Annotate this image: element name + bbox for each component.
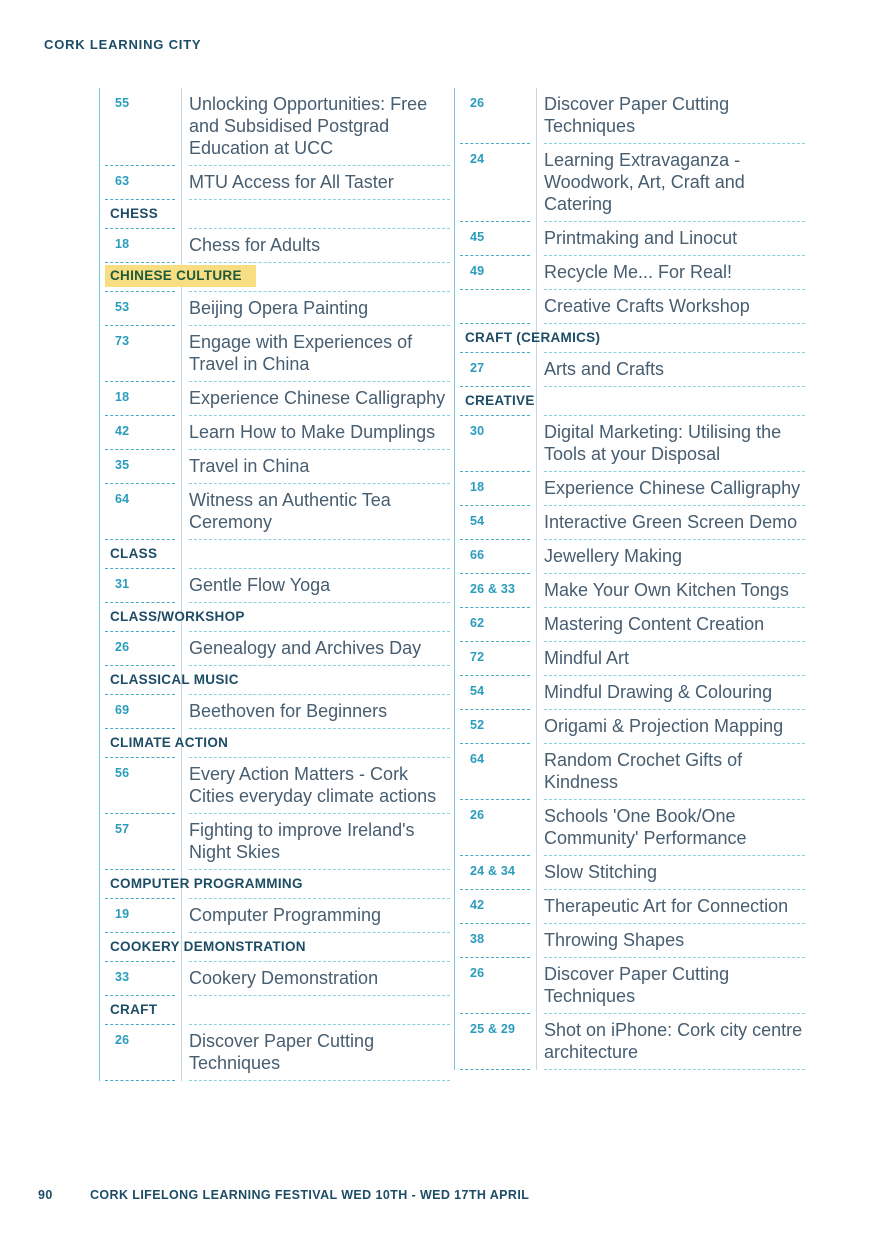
index-item-row: [105, 962, 450, 996]
item-page-number: 55: [105, 88, 175, 166]
item-page-number: 64: [105, 484, 175, 540]
index-item-row: [460, 416, 805, 472]
item-event-title: Travel in China: [189, 450, 450, 484]
category-header-row: [105, 933, 450, 962]
index-item-row: [460, 856, 805, 890]
index-item-row: [460, 574, 805, 608]
index-item-row: [460, 710, 805, 744]
index-item-row: [105, 484, 450, 540]
item-event-title: Discover Paper Cutting Techniques: [189, 1025, 450, 1081]
item-page-number: 57: [105, 814, 175, 870]
category-header-row: [105, 666, 450, 695]
rule-segment: [189, 200, 450, 229]
index-item-row: [105, 695, 450, 729]
item-event-title: Printmaking and Linocut: [544, 222, 805, 256]
item-event-title: Mastering Content Creation: [544, 608, 805, 642]
category-header: COMPUTER PROGRAMMING: [110, 876, 303, 891]
rule-segment: [189, 996, 450, 1025]
category-header-highlighted: CHINESE CULTURE: [105, 265, 256, 287]
index-item-row: [460, 256, 805, 290]
item-event-title: Beijing Opera Painting: [189, 292, 450, 326]
item-event-title: Computer Programming: [189, 899, 450, 933]
item-page-number: 26: [460, 958, 530, 1014]
category-header-row: [105, 870, 450, 899]
index-item-row: [105, 326, 450, 382]
index-item-row: [105, 229, 450, 263]
column-left-rule: [99, 88, 100, 1081]
index-item-row: [460, 506, 805, 540]
index-item-row: [460, 642, 805, 676]
item-event-title: Jewellery Making: [544, 540, 805, 574]
index-item-row: [460, 890, 805, 924]
item-page-number: 18: [105, 229, 175, 263]
item-event-title: Witness an Authentic Tea Ceremony: [189, 484, 450, 540]
category-header: CLASS: [110, 546, 158, 561]
item-event-title: Fighting to improve Ireland's Night Skies: [189, 814, 450, 870]
item-event-title: Shot on iPhone: Cork city centre architecture: [544, 1014, 805, 1070]
index-column-right: [460, 88, 805, 1070]
item-page-number: 42: [105, 416, 175, 450]
category-header-row: [105, 729, 450, 758]
column-left-rule: [454, 88, 455, 1070]
item-page-number: 49: [460, 256, 530, 290]
item-event-title: Discover Paper Cutting Techniques: [544, 958, 805, 1014]
item-page-number: 53: [105, 292, 175, 326]
item-page-number: 18: [105, 382, 175, 416]
item-page-number: 26: [460, 88, 530, 144]
index-item-row: [105, 88, 450, 166]
index-item-row: [460, 1014, 805, 1070]
item-page-number: 25 & 29: [460, 1014, 530, 1070]
index-item-row: [460, 800, 805, 856]
footer-festival-title: CORK LIFELONG LEARNING FESTIVAL WED 10TH - WED 17TH APRIL: [90, 1188, 530, 1202]
item-event-title: Recycle Me... For Real!: [544, 256, 805, 290]
category-header: CLASS/WORKSHOP: [110, 609, 245, 624]
category-header: CRAFT: [110, 1002, 158, 1017]
event-index: [105, 88, 805, 1081]
item-page-number: 24 & 34: [460, 856, 530, 890]
index-item-row: [460, 744, 805, 800]
index-item-row: [460, 676, 805, 710]
category-header: COOKERY DEMONSTRATION: [110, 939, 306, 954]
item-event-title: Learn How to Make Dumplings: [189, 416, 450, 450]
category-header-row: [105, 603, 450, 632]
item-page-number: 24: [460, 144, 530, 222]
category-header: CLIMATE ACTION: [110, 735, 229, 750]
item-page-number: 18: [460, 472, 530, 506]
category-header-row: [105, 200, 450, 229]
category-header-row: [460, 387, 805, 416]
index-item-row: [105, 1025, 450, 1081]
item-page-number: 54: [460, 506, 530, 540]
category-header-row: [105, 996, 450, 1025]
item-event-title: Beethoven for Beginners: [189, 695, 450, 729]
index-item-row: [105, 166, 450, 200]
item-event-title: Discover Paper Cutting Techniques: [544, 88, 805, 144]
index-item-row: [105, 382, 450, 416]
item-event-title: Slow Stitching: [544, 856, 805, 890]
item-page-number: 73: [105, 326, 175, 382]
footer-page-number: 90: [38, 1188, 53, 1202]
index-item-row: [105, 292, 450, 326]
index-item-row: [460, 353, 805, 387]
index-item-row: [105, 814, 450, 870]
index-item-row: [460, 540, 805, 574]
item-page-number: 27: [460, 353, 530, 387]
item-event-title: Engage with Experiences of Travel in China: [189, 326, 450, 382]
index-column-left: [105, 88, 450, 1081]
item-page-number: 56: [105, 758, 175, 814]
item-event-title: Unlocking Opportunities: Free and Subsidised Postgrad Education at UCC: [189, 88, 450, 166]
item-page-number: [460, 290, 530, 324]
item-event-title: Random Crochet Gifts of Kindness: [544, 744, 805, 800]
item-page-number: 38: [460, 924, 530, 958]
item-page-number: 63: [105, 166, 175, 200]
item-event-title: Chess for Adults: [189, 229, 450, 263]
item-page-number: 19: [105, 899, 175, 933]
item-event-title: Experience Chinese Calligraphy: [544, 472, 805, 506]
item-event-title: Cookery Demonstration: [189, 962, 450, 996]
item-event-title: Every Action Matters - Cork Cities everyday climate actions: [189, 758, 450, 814]
rule-segment: [189, 540, 450, 569]
item-event-title: Mindful Drawing & Colouring: [544, 676, 805, 710]
index-item-row: [460, 88, 805, 144]
index-item-row: [460, 958, 805, 1014]
category-header-row: [460, 324, 805, 353]
item-page-number: 72: [460, 642, 530, 676]
category-header-row: [105, 263, 450, 292]
item-page-number: 26: [460, 800, 530, 856]
item-page-number: 62: [460, 608, 530, 642]
index-item-row: [460, 924, 805, 958]
item-event-title: Gentle Flow Yoga: [189, 569, 450, 603]
item-page-number: 31: [105, 569, 175, 603]
item-page-number: 54: [460, 676, 530, 710]
item-event-title: Creative Crafts Workshop: [544, 290, 805, 324]
rule-segment: [544, 387, 805, 416]
index-item-row: [460, 290, 805, 324]
item-event-title: Schools 'One Book/One Community' Performance: [544, 800, 805, 856]
item-page-number: 26: [105, 1025, 175, 1081]
index-item-row: [105, 450, 450, 484]
item-event-title: Throwing Shapes: [544, 924, 805, 958]
index-item-row: [460, 144, 805, 222]
item-page-number: 45: [460, 222, 530, 256]
index-item-row: [460, 472, 805, 506]
item-page-number: 42: [460, 890, 530, 924]
item-event-title: Interactive Green Screen Demo: [544, 506, 805, 540]
item-page-number: 26: [105, 632, 175, 666]
item-event-title: Learning Extravaganza - Woodwork, Art, Craft and Catering: [544, 144, 805, 222]
item-page-number: 64: [460, 744, 530, 800]
item-event-title: Experience Chinese Calligraphy: [189, 382, 450, 416]
category-header: CHESS: [110, 206, 159, 221]
item-event-title: Arts and Crafts: [544, 353, 805, 387]
item-event-title: Origami & Projection Mapping: [544, 710, 805, 744]
index-item-row: [105, 569, 450, 603]
index-item-row: [105, 416, 450, 450]
category-header: CLASSICAL MUSIC: [110, 672, 239, 687]
index-item-row: [105, 899, 450, 933]
item-event-title: Digital Marketing: Utilising the Tools at your Disposal: [544, 416, 805, 472]
item-page-number: 66: [460, 540, 530, 574]
item-event-title: Make Your Own Kitchen Tongs: [544, 574, 805, 608]
index-item-row: [460, 222, 805, 256]
item-page-number: 69: [105, 695, 175, 729]
index-item-row: [105, 758, 450, 814]
index-item-row: [460, 608, 805, 642]
item-page-number: 35: [105, 450, 175, 484]
page-header: CORK LEARNING CITY: [44, 37, 202, 52]
item-page-number: 30: [460, 416, 530, 472]
category-header: CRAFT (CERAMICS): [465, 330, 601, 345]
item-event-title: Genealogy and Archives Day: [189, 632, 450, 666]
item-event-title: Mindful Art: [544, 642, 805, 676]
index-item-row: [105, 632, 450, 666]
category-header: CREATIVE: [465, 393, 535, 408]
category-header-row: [105, 540, 450, 569]
item-event-title: MTU Access for All Taster: [189, 166, 450, 200]
item-page-number: 26 & 33: [460, 574, 530, 608]
item-page-number: 33: [105, 962, 175, 996]
item-event-title: Therapeutic Art for Connection: [544, 890, 805, 924]
item-page-number: 52: [460, 710, 530, 744]
